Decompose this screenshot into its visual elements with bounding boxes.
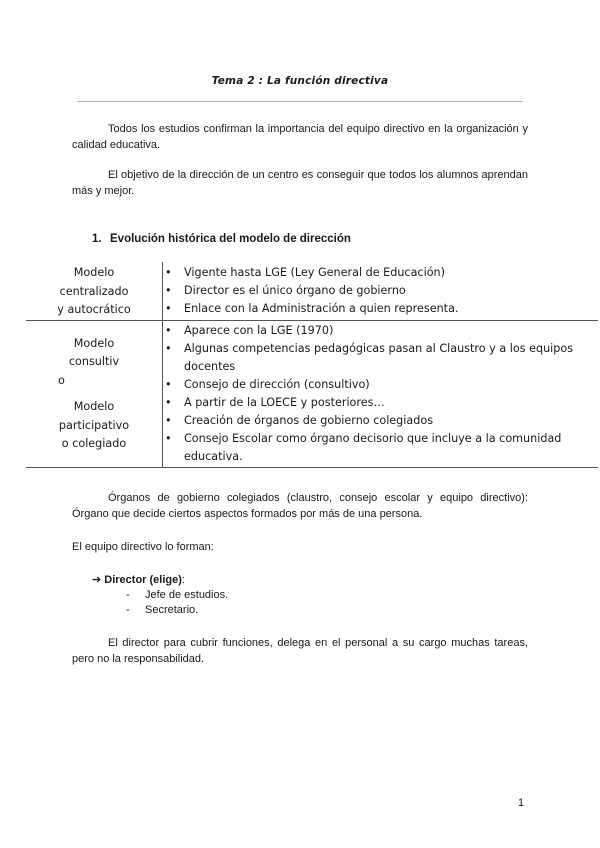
description-cell-centralized — [163, 262, 599, 320]
list-item — [163, 282, 598, 300]
model-line: y autocrático — [57, 303, 131, 316]
list-item — [163, 300, 598, 318]
dash-icon: - — [126, 589, 130, 601]
list-item — [163, 394, 598, 412]
model-line: Modelo — [73, 336, 115, 350]
intro-paragraph-1 — [72, 122, 528, 153]
model-line: Modelo — [73, 266, 115, 279]
intro-paragraph-2-text: El objetivo de la dirección de un centro es conseguir que todos los alumnos aprendan más y mejor. — [72, 169, 528, 197]
director-suffix: : — [181, 574, 185, 586]
bullet-icon: • — [165, 284, 172, 297]
list-item — [163, 430, 598, 466]
sub-item — [126, 603, 198, 618]
bullet-icon: • — [165, 377, 172, 391]
organos-paragraph — [72, 491, 528, 522]
model-line: centralizado — [59, 284, 129, 298]
director-item — [92, 573, 185, 586]
bullet-icon: • — [165, 341, 172, 355]
model-line: o — [58, 373, 65, 387]
list-item-text: Algunas competencias pedagógicas pasan al Claustro y a los equipos docentes — [184, 341, 574, 373]
list-item-text: Consejo Escolar como órgano decisorio que incluye a la comunidad educativa. — [184, 431, 562, 463]
list-item-text: Director es el único órgano de gobierno — [184, 284, 406, 297]
list-item-text: Enlace con la Administración a quien representa. — [184, 302, 459, 315]
model-participative — [26, 398, 162, 454]
arrow-right-icon: ➔ — [92, 574, 102, 586]
bullet-icon: • — [165, 413, 172, 427]
list-item — [163, 376, 598, 394]
model-line: Modelo — [73, 400, 115, 413]
model-line: o colegiado — [61, 437, 127, 450]
list-item — [163, 412, 598, 430]
model-line: participativo — [58, 418, 130, 432]
bullet-icon: • — [165, 323, 172, 337]
bullet-list — [163, 264, 598, 318]
table-row-consultive-participative — [26, 320, 598, 467]
list-item-text: Consejo de dirección (consultivo) — [184, 377, 370, 391]
sub-item-text: Secretario. — [145, 604, 199, 616]
list-item-text: Vigente hasta LGE (Ley General de Educación) — [184, 266, 445, 279]
dash-icon: - — [126, 604, 130, 616]
organos-paragraph-text: Órganos de gobierno colegiados (claustro, consejo escolar y equipo directivo): Órgano que decide ciertos aspectos formados por más de una persona. — [72, 492, 528, 520]
intro-paragraph-1-text: Todos los estudios confirman la importancia del equipo directivo en la organización y calidad educativa. — [72, 123, 528, 151]
section-heading-text: Evolución histórica del modelo de dirección — [110, 233, 351, 245]
list-item-text: A partir de la LOECE y posteriores… — [184, 395, 385, 409]
model-consultive — [26, 335, 162, 391]
section-heading — [92, 233, 351, 245]
sub-item — [126, 588, 228, 603]
intro-paragraph-2 — [72, 168, 528, 199]
title-divider — [77, 101, 523, 102]
model-line: consultiv — [68, 355, 120, 368]
page-number: 1 — [518, 797, 525, 809]
list-item — [163, 322, 598, 340]
list-item-text: Creación de órganos de gobierno colegiados — [184, 413, 434, 427]
director-label: Director (elige) — [104, 574, 182, 586]
list-item-text: Aparece con la LGE (1970) — [184, 323, 334, 337]
bullet-icon: • — [165, 302, 172, 315]
section-number: 1. — [92, 233, 102, 245]
document-title: Tema 2 : La función directiva — [211, 75, 389, 87]
model-cell-consultive-participative — [26, 320, 163, 467]
list-item — [163, 340, 598, 376]
closing-paragraph — [72, 636, 528, 667]
table-row-centralized — [26, 262, 598, 320]
bullet-icon: • — [165, 266, 172, 279]
sub-item-text: Jefe de estudios. — [145, 589, 229, 601]
bullet-icon: • — [165, 395, 172, 409]
description-cell-consultive-participative — [163, 320, 599, 467]
bullet-list — [163, 322, 598, 466]
model-cell-centralized — [26, 262, 163, 320]
list-item — [163, 264, 598, 282]
closing-paragraph-text: El director para cubrir funciones, delega en el personal a su cargo muchas tareas, pero no la responsabilidad. — [72, 637, 528, 665]
direction-models-table — [26, 262, 598, 468]
equipo-intro: El equipo directivo lo forman: — [72, 541, 214, 553]
bullet-icon: • — [165, 431, 172, 445]
